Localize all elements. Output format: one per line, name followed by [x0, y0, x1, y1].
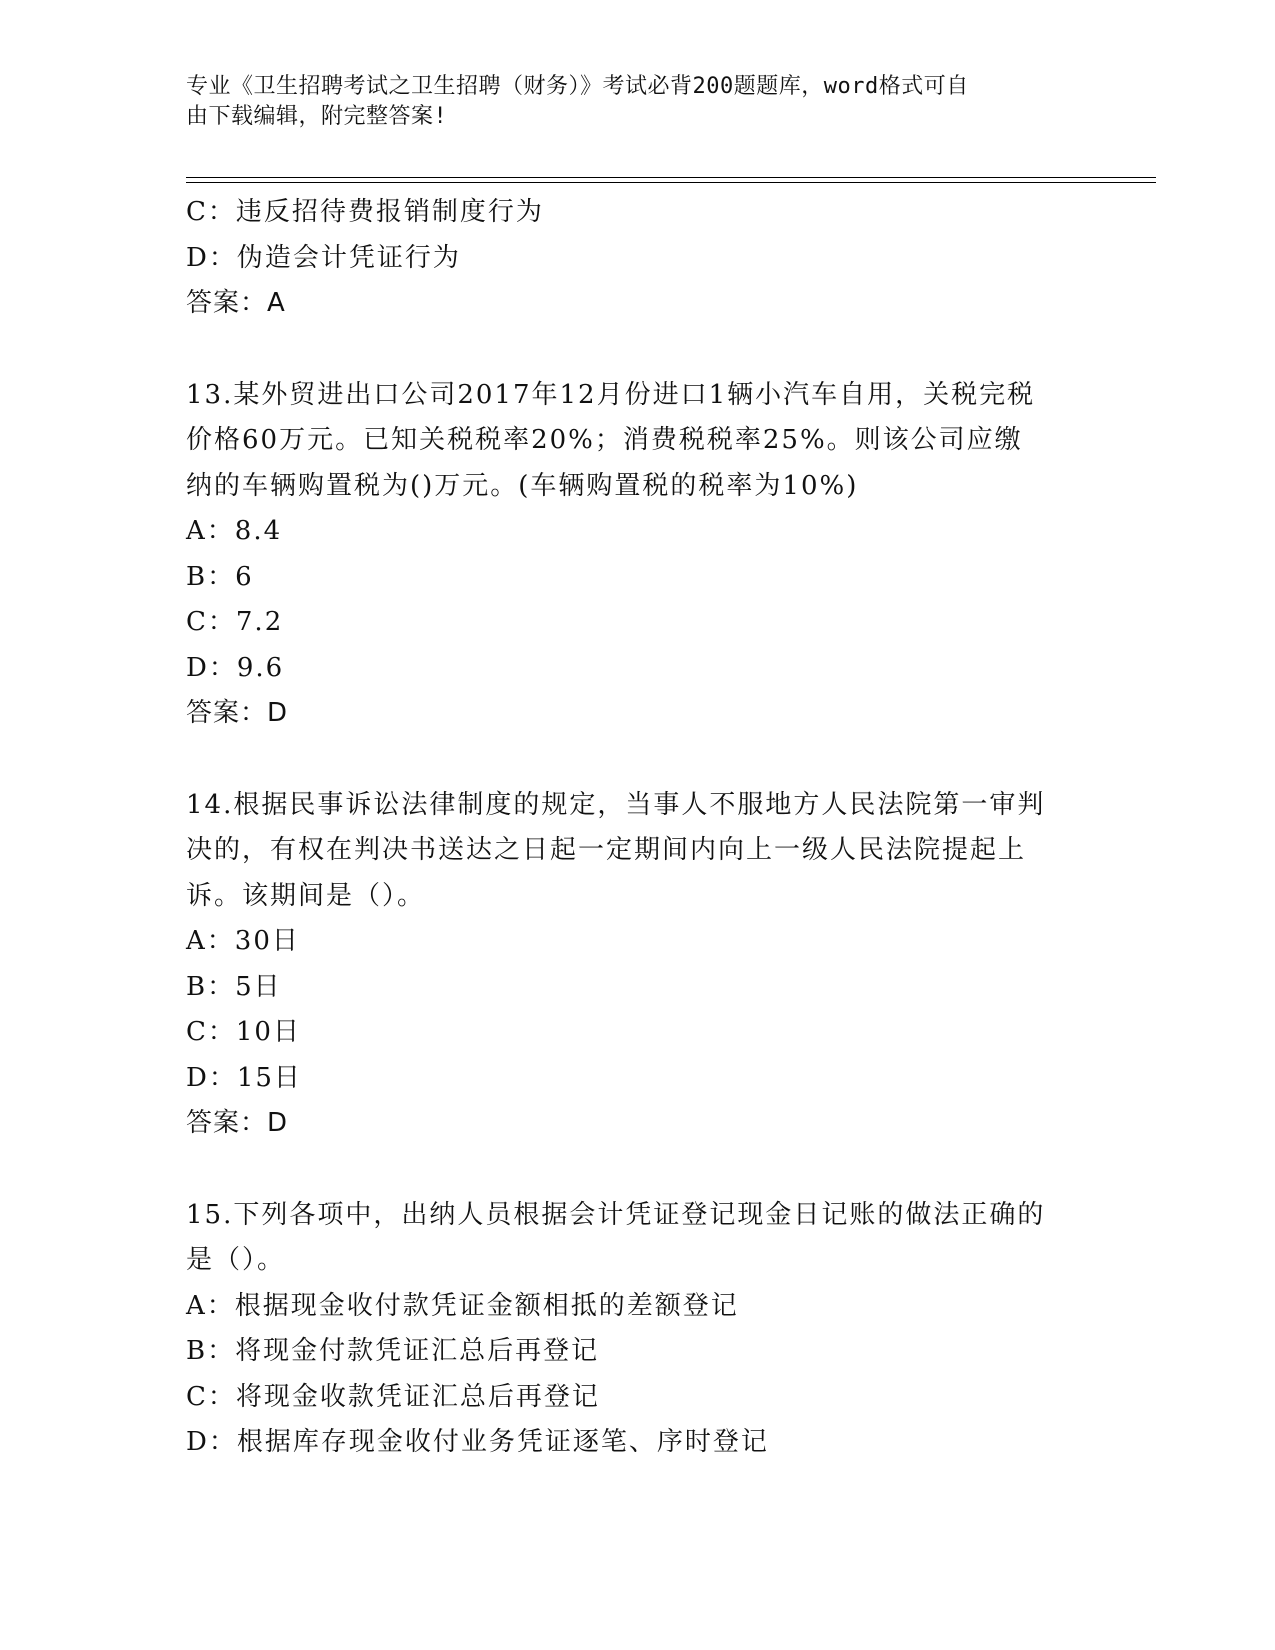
option-c: C：将现金收款凭证汇总后再登记 — [186, 1381, 600, 1412]
option-a: A：8.4 — [186, 516, 283, 546]
question-stem-line: 决的，有权在判决书送达之日起一定期间内向上一级人民法院提起上 — [186, 835, 1027, 865]
option-a: A：根据现金收付款凭证金额相抵的差额登记 — [186, 1290, 739, 1321]
question-stem-line: 是（）。 — [186, 1245, 286, 1275]
question-list — [186, 190, 1086, 1466]
answer-label: 答案：D — [186, 1108, 289, 1138]
header-line-1: 专业《卫生招聘考试之卫生招聘（财务）》考试必背200题题库，word格式可自 — [186, 74, 969, 99]
answer-label: 答案：D — [186, 698, 289, 728]
question-stem-line: 13.某外贸进出口公司2017年12月份进口1辆小汽车自用，关税完税 — [186, 379, 1036, 410]
option-d: D：9.6 — [186, 652, 285, 683]
option-b: B：6 — [186, 561, 254, 592]
question-12-tail — [186, 190, 1086, 327]
question-15 — [186, 1193, 1086, 1466]
option-c: C：10日 — [186, 1017, 301, 1047]
question-stem-line: 14.根据民事诉讼法律制度的规定，当事人不服地方人民法院第一审判 — [186, 789, 1046, 820]
spacer — [186, 1147, 1086, 1193]
option-d: D：根据库存现金收付业务凭证逐笔、序时登记 — [186, 1427, 769, 1457]
question-stem-line: 纳的车辆购置税为()万元。(车辆购置税的税率为10%) — [186, 470, 859, 501]
spacer — [186, 737, 1086, 783]
option-d: D：伪造会计凭证行为 — [186, 242, 461, 273]
option-b: B：将现金付款凭证汇总后再登记 — [186, 1336, 600, 1366]
answer-label: 答案：A — [186, 288, 286, 318]
question-stem-line: 15.下列各项中，出纳人员根据会计凭证登记现金日记账的做法正确的 — [186, 1199, 1046, 1230]
question-stem-line: 价格60万元。已知关税税率20%；消费税税率25%。则该公司应缴 — [186, 425, 1023, 455]
question-14 — [186, 783, 1086, 1147]
option-a: A：30日 — [186, 926, 300, 956]
option-c: C：违反招待费报销制度行为 — [186, 197, 544, 227]
header-divider-top — [186, 177, 1156, 178]
document-header — [186, 72, 1066, 132]
option-c: C：7.2 — [186, 607, 284, 637]
question-stem-line: 诉。该期间是（）。 — [186, 880, 426, 911]
header-divider-bottom — [186, 182, 1156, 183]
option-b: B：5日 — [186, 971, 282, 1002]
question-13 — [186, 373, 1086, 737]
header-line-2: 由下载编辑，附完整答案! — [186, 104, 448, 129]
option-d: D：15日 — [186, 1062, 302, 1093]
spacer — [186, 327, 1086, 373]
